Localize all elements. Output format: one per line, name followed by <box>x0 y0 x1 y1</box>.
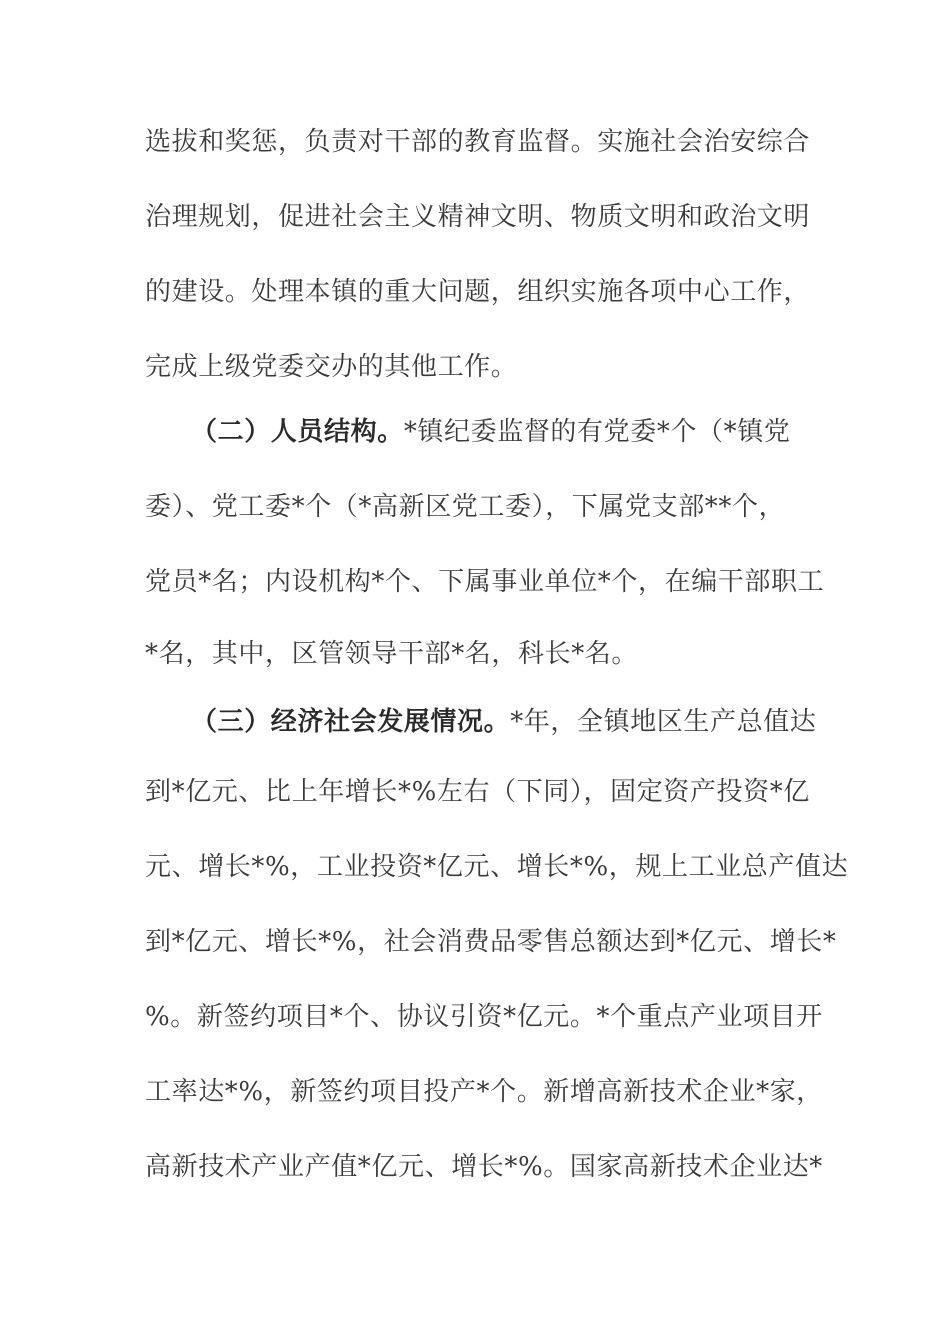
paragraph-line: 工率达*%，新签约项目投产*个。新增高新技术企业*家， <box>145 1077 823 1107</box>
paragraph-line: %。新签约项目*个、协议引资*亿元。*个重点产业项目开 <box>145 1002 823 1032</box>
paragraph-line: 治理规划，促进社会主义精神文明、物质文明和政治文明 <box>145 202 811 232</box>
section-2-text: *镇纪委监督的有党委*个（*镇党 <box>403 417 791 447</box>
paragraph-line: 高新技术产业产值*亿元、增长*%。国家高新技术企业达* <box>145 1152 823 1182</box>
section-3-heading: （三）经济社会发展情况。 <box>191 707 511 737</box>
paragraph-line: 元、增长*%，工业投资*亿元、增长*%，规上工业总产值达 <box>145 852 849 882</box>
section-3-text: *年，全镇地区生产总值达 <box>510 707 817 737</box>
paragraph-line: 党员*名；内设机构*个、下属事业单位*个，在编干部职工 <box>145 567 825 597</box>
paragraph-line: 选拔和奖惩，负责对干部的教育监督。实施社会治安综合 <box>145 127 811 157</box>
section-2-heading: （二）人员结构。 <box>191 417 404 447</box>
section-2-first-line <box>145 412 805 452</box>
section-3-first-line <box>145 702 817 742</box>
paragraph-line: 到*亿元、比上年增长*%左右（下同），固定资产投资*亿 <box>145 777 810 807</box>
paragraph-line: 到*亿元、增长*%，社会消费品零售总额达到*亿元、增长* <box>145 927 837 957</box>
paragraph-line: 委）、党工委*个（*高新区党工委），下属党支部**个， <box>145 492 786 522</box>
paragraph-line: *名，其中，区管领导干部*名，科长*名。 <box>145 639 639 669</box>
paragraph-line: 完成上级党委交办的其他工作。 <box>145 352 518 382</box>
paragraph-line: 的建设。处理本镇的重大问题，组织实施各项中心工作， <box>145 277 811 307</box>
